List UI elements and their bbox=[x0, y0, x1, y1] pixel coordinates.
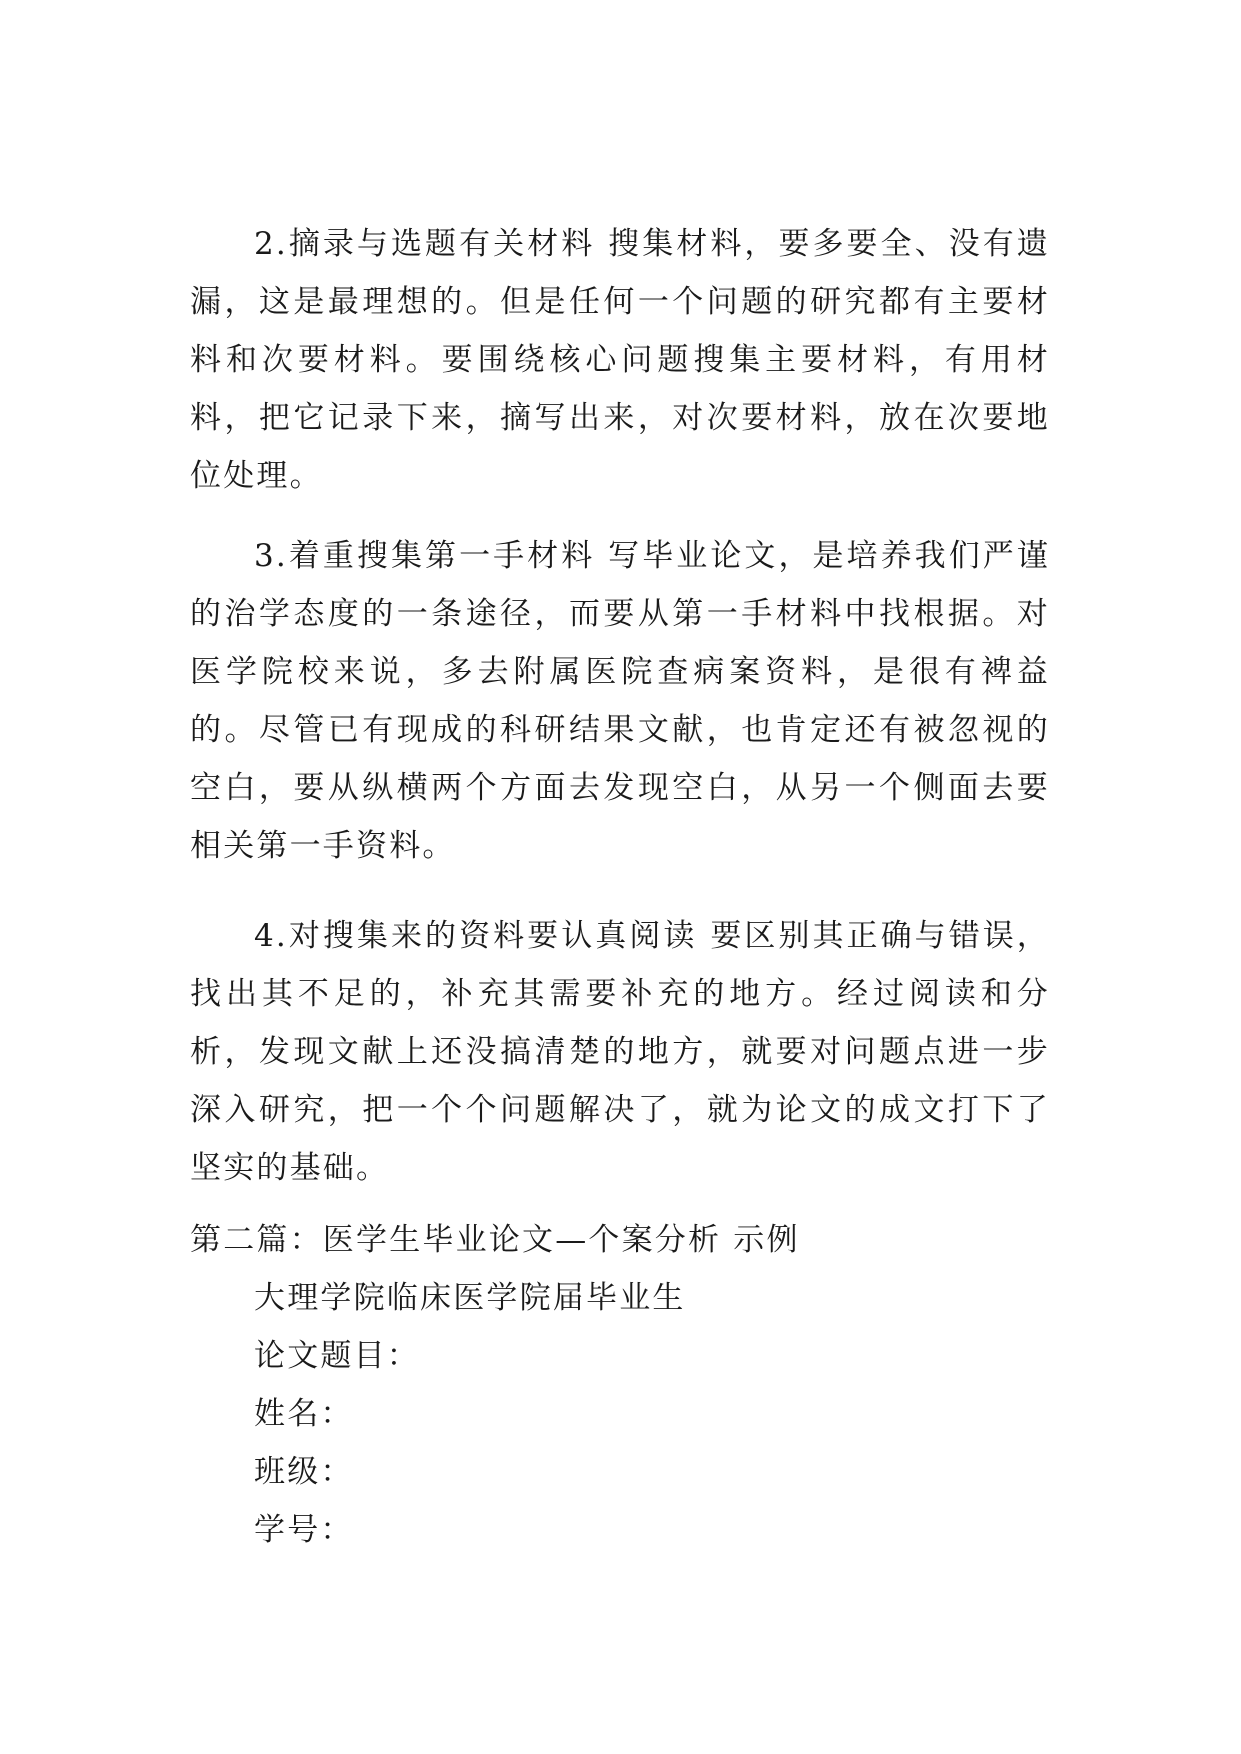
section-heading: 第二篇：医学生毕业论文—个案分析 示例 bbox=[190, 1222, 800, 1258]
paragraph-read-materials: 4.对搜集来的资料要认真阅读 要区别其正确与错误，找出其不足的，补充其需要补充的地方。经过阅读和分析，发现文献上还没搞清楚的地方，就要对问题点进一步深入研究，把一个个问题解决了，就为论文的成文打下了坚实的基础。 bbox=[190, 918, 1050, 1186]
paragraph-first-hand-materials: 3.着重搜集第一手材料 写毕业论文，是培养我们严谨的治学态度的一条途径，而要从第一手材料中找根据。对医学院校来说，多去附属医院查病案资料，是很有裨益的。尽管已有现成的科研结果文献，也肯定还有被忽视的空白，要从纵横两个方面去发现空白，从另一个侧面去要相关第一手资料。 bbox=[190, 538, 1050, 864]
thesis-title-label: 论文题目： bbox=[254, 1338, 420, 1374]
class-label: 班级： bbox=[254, 1454, 354, 1490]
student-id-label: 学号： bbox=[254, 1512, 354, 1548]
school-line: 大理学院临床医学院届毕业生 bbox=[254, 1280, 686, 1316]
paragraph-excerpt-materials: 2.摘录与选题有关材料 搜集材料，要多要全、没有遗漏，这是最理想的。但是任何一个问题的研究都有主要材料和次要材料。要围绕核心问题搜集主要材料，有用材料，把它记录下来，摘写出来，对次要材料，放在次要地位处理。 bbox=[190, 226, 1050, 494]
name-label: 姓名： bbox=[254, 1396, 354, 1432]
